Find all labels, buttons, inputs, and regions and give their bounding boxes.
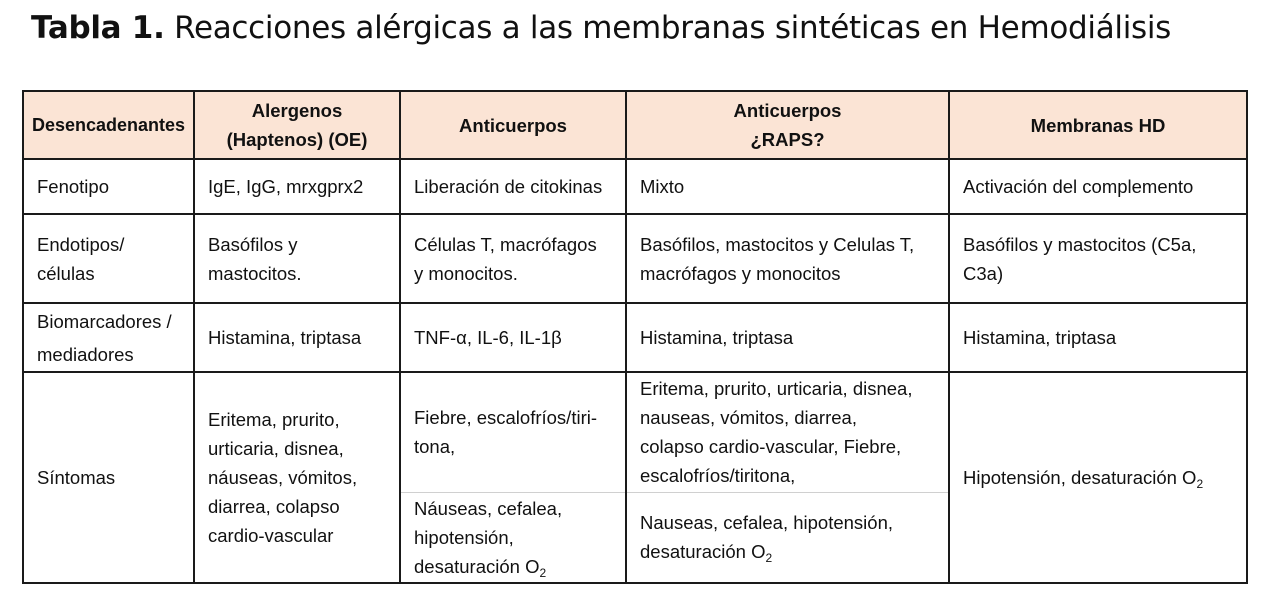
- table-row-fenotipo: [23, 159, 1247, 214]
- table-cell: Eritema, prurito, urticaria, disnea, náuseas, vómitos, diarrea, colapso cardio-vascular: [194, 372, 400, 583]
- row-label-fenotipo: Fenotipo: [23, 159, 194, 214]
- table-caption: [31, 8, 1171, 48]
- header-alergenos: Alergenos (Haptenos) (OE): [194, 91, 400, 159]
- table-row-biomarcadores: [23, 303, 1247, 372]
- table-cell: Liberación de citokinas: [400, 159, 626, 214]
- table-cell: Eritema, prurito, urticaria, disnea, nauseas, vómitos, diarrea, colapso cardio-vascular, Fiebre, escalofríos/tiritona,: [626, 372, 949, 492]
- table-cell: Mixto: [626, 159, 949, 214]
- table-cell: Hipotensión, desaturación $O_2$: [949, 372, 1247, 583]
- table-cell: Náuseas, cefalea, hipotensión, desaturación $O_2$: [400, 492, 626, 583]
- allergic-reactions-table: [22, 90, 1248, 584]
- table-cell: IgE, IgG, mrxgprx2: [194, 159, 400, 214]
- table-row-sintomas-top: [23, 372, 1247, 492]
- row-label-biomarcadores: Biomarcadores / mediadores: [23, 303, 194, 372]
- header-membranas-hd: Membranas HD: [949, 91, 1247, 159]
- table-cell: Células T, macrófagos y monocitos.: [400, 214, 626, 303]
- header-anticuerpos-raps: Anticuerpos ¿RAPS?: [626, 91, 949, 159]
- table-cell: Histamina, triptasa: [626, 303, 949, 372]
- table-cell: Nauseas, cefalea, hipotensión, desaturación $O_2$: [626, 492, 949, 583]
- row-label-endotipos: Endotipos/ células: [23, 214, 194, 303]
- table-cell: Histamina, triptasa: [194, 303, 400, 372]
- row-label-sintomas: Síntomas: [23, 372, 194, 583]
- table-cell: TNF-α, IL-6, IL-1β: [400, 303, 626, 372]
- header-anticuerpos: Anticuerpos: [400, 91, 626, 159]
- table-cell: Basófilos y mastocitos.: [194, 214, 400, 303]
- table-cell: Histamina, triptasa: [949, 303, 1247, 372]
- table-cell: Basófilos y mastocitos (C5a, C3a): [949, 214, 1247, 303]
- table-row-endotipos: [23, 214, 1247, 303]
- table-cell: Fiebre, escalofríos/tiri- tona,: [400, 372, 626, 492]
- caption-text: Reacciones alérgicas a las membranas sintéticas en Hemodiálisis: [174, 10, 1172, 46]
- caption-label: Tabla 1.: [31, 10, 165, 46]
- header-desencadenantes: Desencadenantes: [23, 91, 194, 159]
- table-cell: Basófilos, mastocitos y Celulas T, macrófagos y monocitos: [626, 214, 949, 303]
- header-row: [23, 91, 1247, 159]
- table-cell: Activación del complemento: [949, 159, 1247, 214]
